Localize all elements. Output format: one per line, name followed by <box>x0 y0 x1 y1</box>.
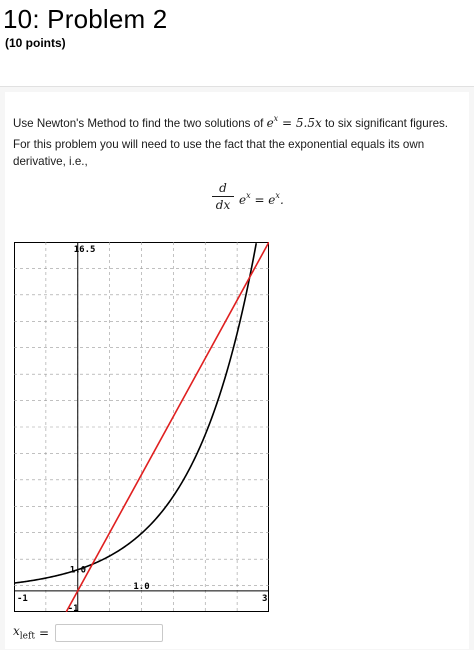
intro-text: Use Newton's Method to find the two solutions of <box>13 117 264 130</box>
intro-end-text: to six significant figures. <box>321 117 449 130</box>
fraction-denominator: dx <box>215 198 231 212</box>
derivative-rhs: $e^x = e^x$. <box>239 191 284 207</box>
problem-statement <box>13 110 448 132</box>
answer-row <box>13 624 163 642</box>
y-tick-label-bottom: -1 <box>67 604 79 612</box>
answer-equals: = <box>38 626 49 640</box>
derivative-formula <box>206 181 306 221</box>
y-tick-label-top: 16.5 <box>73 245 96 255</box>
graph <box>14 242 269 612</box>
x-left-answer-input[interactable] <box>55 624 163 642</box>
equation-rhs: = 5.5x <box>278 116 322 130</box>
equation-lhs: $e^x$ <box>266 114 279 130</box>
fraction-numerator: d <box>219 181 227 195</box>
hint-text: For this problem you will need to use the fact that the exponential equals its own derivative, i.e., <box>13 138 425 168</box>
page-title: 10: Problem 2 <box>3 4 168 34</box>
fraction-bar <box>212 196 234 197</box>
points-label: (10 points) <box>5 36 66 50</box>
y-tick-label-one: 1.0 <box>69 565 87 576</box>
x-tick-label-one: 1.0 <box>133 581 150 592</box>
x-tick-label-right: 3 <box>262 593 268 604</box>
x-tick-label-left: -1 <box>17 593 28 604</box>
answer-label: $x_{left}$ <box>13 624 35 642</box>
derivative-fraction <box>212 181 234 212</box>
